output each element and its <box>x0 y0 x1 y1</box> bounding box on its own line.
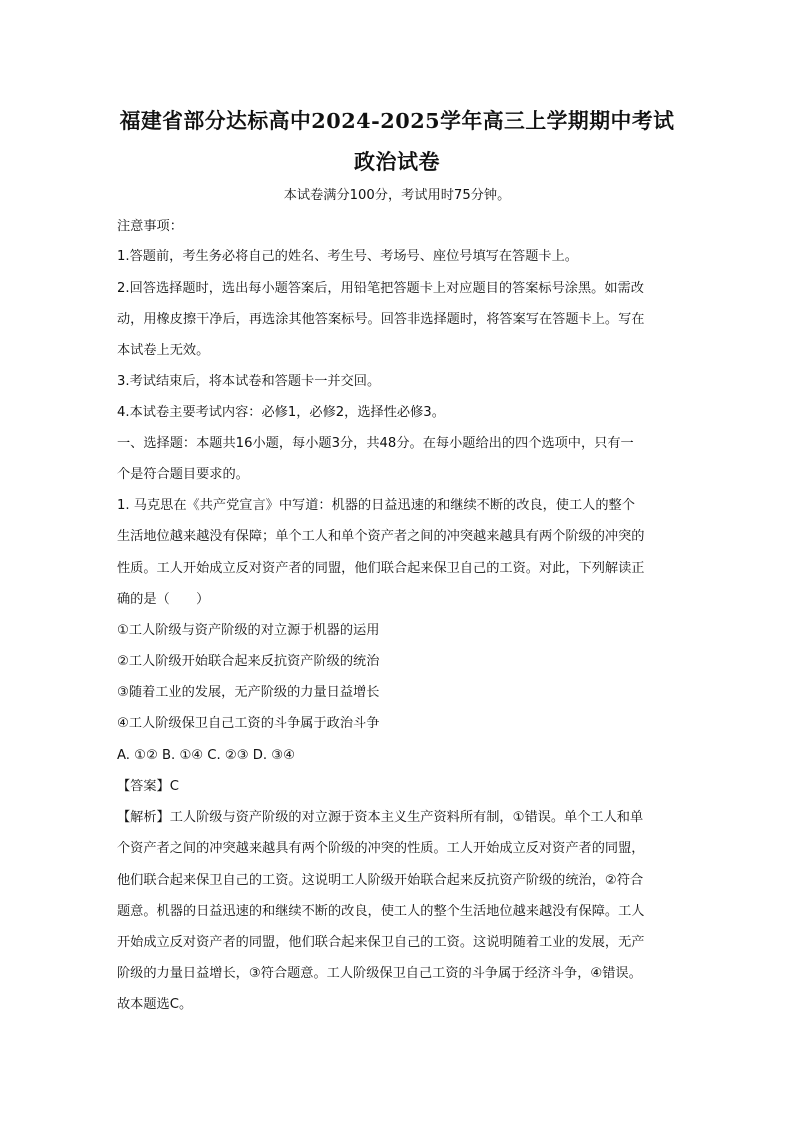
note-item-2-cont: 本试卷上无效。 <box>117 343 210 358</box>
exam-subject-title: 政治试卷 <box>354 149 440 174</box>
question-option-4: ④工人阶级保卫自己工资的斗争属于政治斗争 <box>117 716 380 731</box>
analysis-text: 【解析】工人阶级与资产阶级的对立源于资本主义生产资料所有制，①错误。单个工人和单 <box>117 810 644 825</box>
exam-info: 本试卷满分100分，考试用时75分钟。 <box>283 188 511 203</box>
question-option-1: ①工人阶级与资产阶级的对立源于机器的运用 <box>117 623 380 638</box>
analysis-text: 个资产者之间的冲突越来越具有两个阶级的冲突的性质。工人开始成立反对资产者的同盟， <box>117 841 645 856</box>
note-item-4: 4.本试卷主要考试内容：必修1，必修2，选择性必修3。 <box>117 405 445 420</box>
note-item-2: 2.回答选择题时，选出每小题答案后，用铅笔把答题卡上对应题目的答案标号涂黑。如需改 <box>117 281 644 296</box>
question-option-2: ②工人阶级开始联合起来反抗资产阶级的统治 <box>117 654 380 669</box>
notes-heading: 注意事项： <box>117 219 183 234</box>
analysis-text: 他们联合起来保卫自己的工资。这说明工人阶级开始联合起来反抗资产阶级的统治，②符合 <box>117 873 644 888</box>
section-heading-cont: 个是符合题目要求的。 <box>117 467 249 482</box>
analysis-text: 阶级的力量日益增长，③符合题意。工人阶级保卫自己工资的斗争属于经济斗争，④错误。 <box>117 966 642 981</box>
answer-choices: A. ①② B. ①④ C. ②③ D. ③④ <box>117 748 295 763</box>
question-stem: 性质。工人开始成立反对资产者的同盟，他们联合起来保卫自己的工资。对此，下列解读正 <box>117 561 645 576</box>
question-stem: 生活地位越来越没有保障；单个工人和单个资产者之间的冲突越来越具有两个阶级的冲突的 <box>117 529 645 544</box>
section-heading: 一、选择题：本题共16小题，每小题3分，共48分。在每小题给出的四个选项中，只有一 <box>117 436 634 451</box>
note-item-3: 3.考试结束后，将本试卷和答题卡一并交回。 <box>117 374 381 389</box>
answer-label: 【答案】C <box>117 779 179 794</box>
exam-title: 福建省部分达标高中2024-2025学年高三上学期期中考试 <box>119 108 675 133</box>
analysis-text: 开始成立反对资产者的同盟，他们联合起来保卫自己的工资。这说明随着工业的发展，无产 <box>117 935 645 950</box>
note-item-2-cont: 动，用橡皮擦干净后，再选涂其他答案标号。回答非选择题时，将答案写在答题卡上。写在 <box>117 312 645 327</box>
analysis-text: 题意。机器的日益迅速的和继续不断的改良，使工人的整个生活地位越来越没有保障。工人 <box>117 904 645 919</box>
question-stem: 1. 马克思在《共产党宣言》中写道：机器的日益迅速的和继续不断的改良，使工人的整个 <box>117 498 635 513</box>
analysis-text: 故本题选C。 <box>117 997 193 1012</box>
note-item-1: 1.答题前，考生务必将自己的姓名、考生号、考场号、座位号填写在答题卡上。 <box>117 249 578 264</box>
question-stem: 确的是（ ） <box>117 592 210 607</box>
question-option-3: ③随着工业的发展，无产阶级的力量日益增长 <box>117 685 380 700</box>
